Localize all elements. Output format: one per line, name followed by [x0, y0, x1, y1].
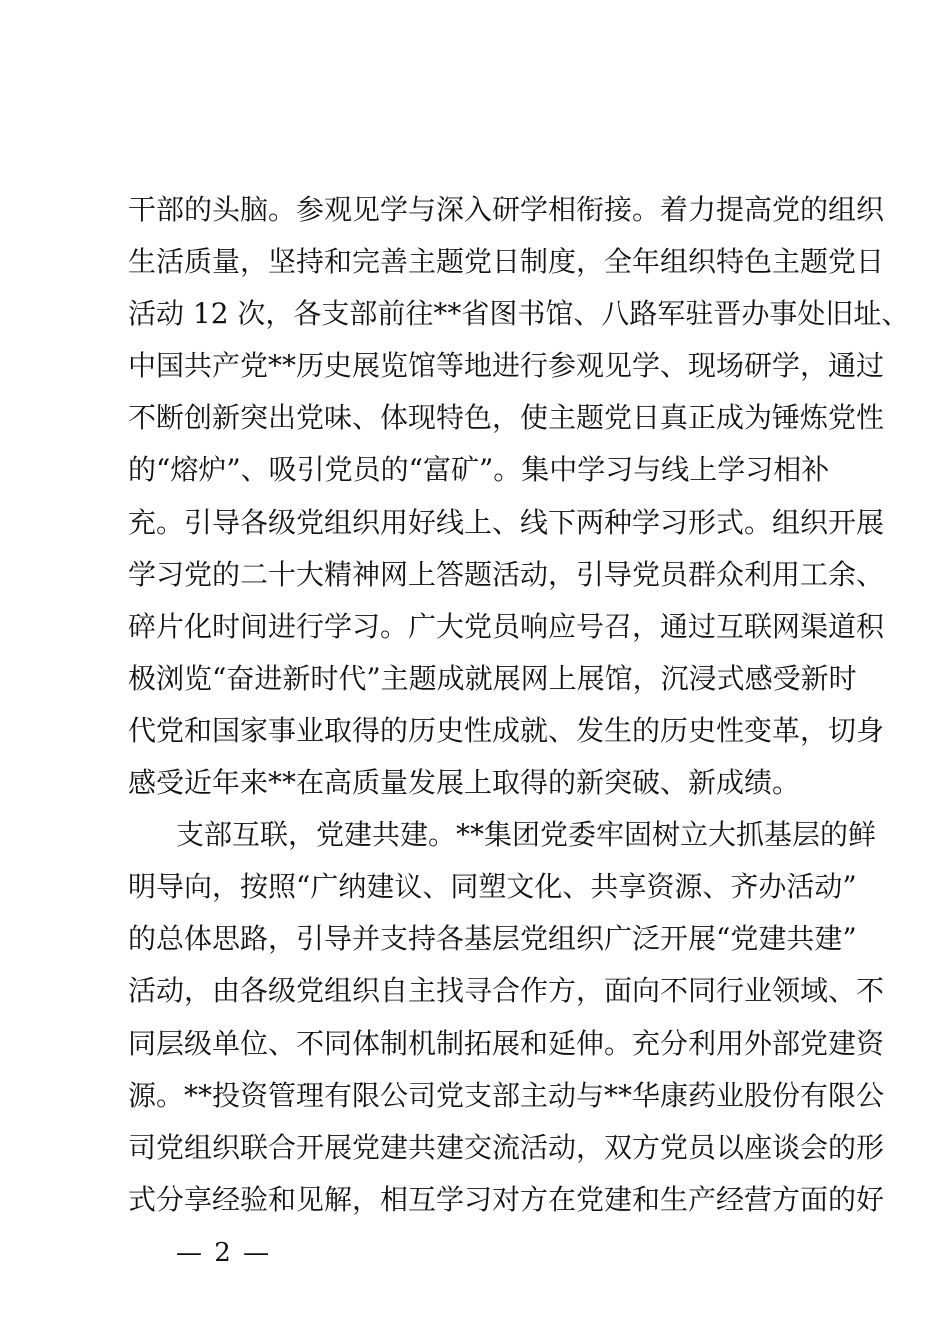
paragraph-first-line: 支部互联，党建共建。**集团党委牢固树立大抓基层的鲜: [176, 818, 877, 852]
text-line: 活动 12 次，各支部前往**省图书馆、八路军驻晋办事处旧址、: [128, 297, 910, 331]
text-line: 明导向，按照“广纳建议、同塑文化、共享资源、齐办活动”: [128, 870, 857, 904]
body-text: [128, 184, 910, 1226]
text-line: 感受近年来**在高质量发展上取得的新突破、新成绩。: [128, 766, 801, 800]
text-line: 干部的头脑。参观见学与深入研学相衔接。着力提高党的组织: [128, 193, 885, 226]
text-line: 生活质量，坚持和完善主题党日制度，全年组织特色主题党日: [128, 245, 885, 279]
text-line: 极浏览“奋进新时代”主题成就展网上展馆，沉浸式感受新时: [128, 661, 857, 695]
text-line: 式分享经验和见解，相互学习对方在党建和生产经营方面的好: [128, 1182, 885, 1216]
text-line: 学习党的二十大精神网上答题活动，引导党员群众利用工余、: [128, 557, 885, 591]
text-line: 充。引导各级党组织用好线上、线下两种学习形式。组织开展: [128, 505, 885, 539]
text-line: 碎片化时间进行学习。广大党员响应号召，通过互联网渠道积: [128, 609, 885, 643]
text-line: 同层级单位、不同体制机制拓展和延伸。充分利用外部党建资: [128, 1026, 885, 1060]
text-line: 中国共产党**历史展览馆等地进行参观见学、现场研学，通过: [128, 349, 885, 383]
text-line: 源。**投资管理有限公司党支部主动与**华康药业股份有限公: [128, 1078, 885, 1112]
text-line: 的“熔炉”、吸引党员的“富矿”。集中学习与线上学习相补: [128, 453, 830, 487]
text-line: 的总体思路，引导并支持各基层党组织广泛开展“党建共建”: [128, 922, 857, 956]
text-line: 司党组织联合开展党建共建交流活动，双方党员以座谈会的形: [128, 1130, 885, 1164]
text-line: 代党和国家事业取得的历史性成就、发生的历史性变革，切身: [128, 713, 885, 747]
page-number: — 2 —: [176, 1238, 272, 1268]
text-line: 活动，由各级党组织自主找寻合作方，面向不同行业领域、不: [128, 974, 885, 1008]
text-line: 不断创新突出党味、体现特色，使主题党日真正成为锤炼党性: [128, 401, 885, 435]
